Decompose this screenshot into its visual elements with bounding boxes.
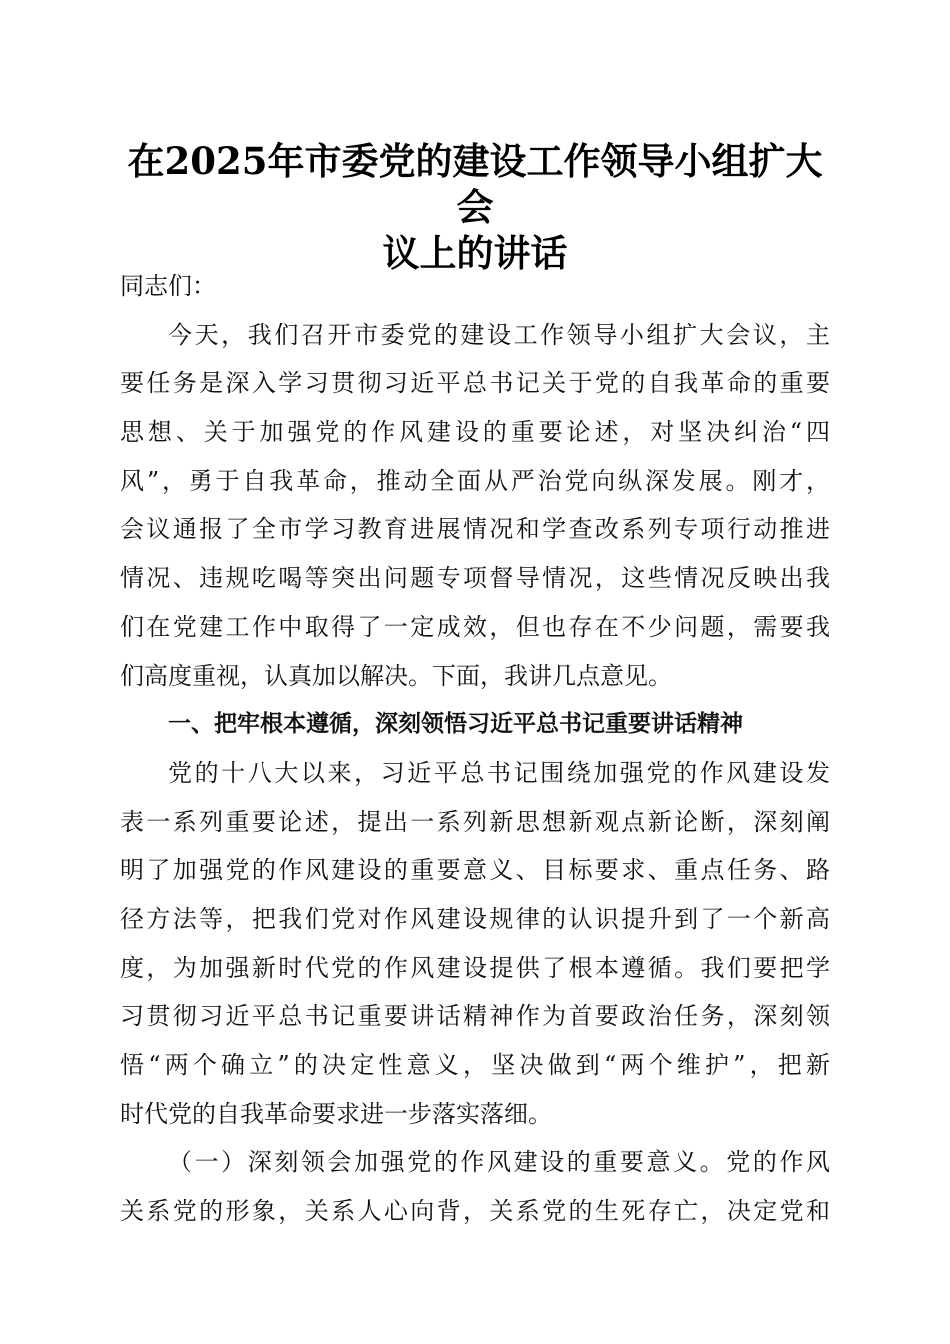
paragraph-line: 思想、关于加强党的作风建设的重要论述，对坚决纠治“四	[120, 418, 830, 447]
paragraph-line: 习贯彻习近平总书记重要讲话精神作为首要政治任务，深刻领	[120, 1002, 830, 1031]
paragraph-line: 们高度重视，认真加以解决。下面，我讲几点意见。	[120, 661, 672, 690]
paragraph-line: （一）深刻领会加强党的作风建设的重要意义。党的作风	[168, 1148, 830, 1177]
greeting: 同志们：	[120, 272, 216, 300]
paragraph-line: 时代党的自我革命要求进一步落实落细。	[120, 1099, 552, 1128]
paragraph-line: 们在党建工作中取得了一定成效，但也存在不少问题，需要我	[120, 612, 830, 641]
paragraph-line: 今天，我们召开市委党的建设工作领导小组扩大会议，主	[168, 320, 830, 349]
paragraph-line: 会议通报了全市学习教育进展情况和学查改系列专项行动推进	[120, 515, 830, 544]
paragraph-line: 要任务是深入学习贯彻习近平总书记关于党的自我革命的重要	[120, 369, 830, 398]
document-title	[110, 138, 840, 276]
paragraph-line: 党的十八大以来，习近平总书记围绕加强党的作风建设发	[168, 758, 830, 787]
paragraph-line: 度，为加强新时代党的作风建设提供了根本遵循。我们要把学	[120, 953, 830, 982]
paragraph-line: 风”，勇于自我革命，推动全面从严治党向纵深发展。刚才，	[120, 466, 830, 495]
paragraph-line: 情况、违规吃喝等突出问题专项督导情况，这些情况反映出我	[120, 564, 830, 593]
title-line-2: 议上的讲话	[382, 231, 568, 275]
paragraph-line: 悟“两个确立”的决定性意义，坚决做到“两个维护”，把新	[120, 1051, 830, 1079]
section-heading: 一、把牢根本遵循，深刻领悟习近平总书记重要讲话精神	[168, 711, 743, 738]
paragraph-line: 明了加强党的作风建设的重要意义、目标要求、重点任务、路	[120, 856, 830, 885]
title-line-1: 在2025年市委党的建设工作领导小组扩大会	[127, 139, 823, 229]
paragraph-line: 表一系列重要论述，提出一系列新思想新观点新论断，深刻阐	[120, 807, 830, 836]
document-body	[120, 262, 830, 1236]
paragraph-line: 径方法等，把我们党对作风建设规律的认识提升到了一个新高	[120, 904, 830, 933]
paragraph-line: 关系党的形象，关系人心向背，关系党的生死存亡，决定党和	[120, 1197, 830, 1226]
